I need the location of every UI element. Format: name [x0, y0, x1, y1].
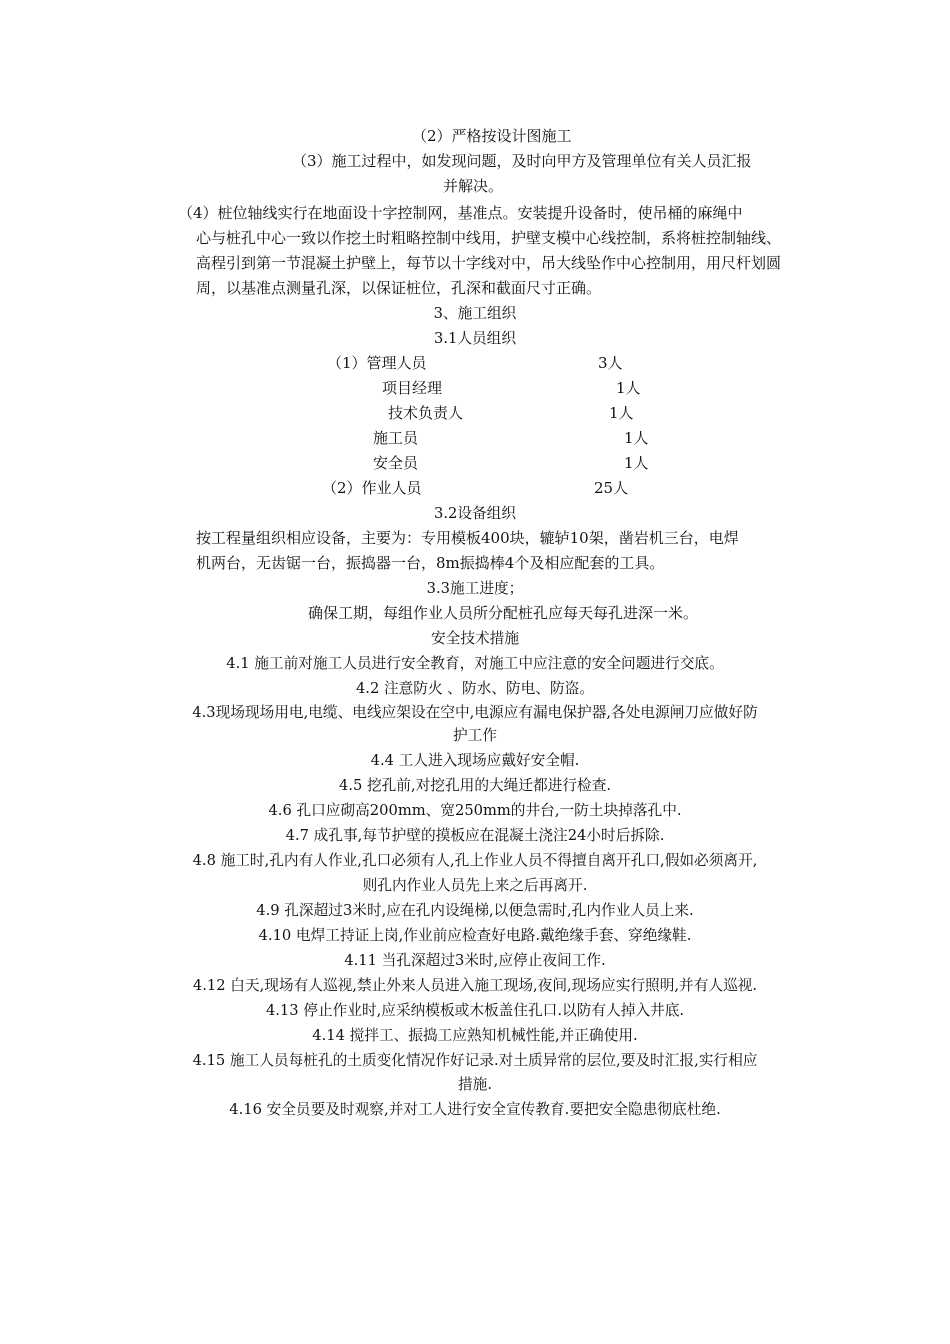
safety-item: 4.4 工人进入现场应戴好安全帽. [370, 752, 580, 769]
item-2-text: （2）严格按设计图施工 [412, 127, 572, 145]
safety-item: 4.14 搅拌工、振捣工应熟知机械性能,并正确使用. [312, 1027, 638, 1044]
safety-item: 4.5 挖孔前,对挖孔用的大绳迁都进行检查. [338, 777, 612, 794]
safety-item: 措施. [457, 1076, 492, 1093]
staff-count: 1人 [616, 379, 641, 397]
safety-item: 4.1 施工前对施工人员进行安全教育，对施工中应注意的安全问题进行交底。 [226, 655, 724, 672]
safety-item: 4.11 当孔深超过3米时,应停止夜间工作. [344, 952, 606, 969]
staff-name: （1）管理人员 [327, 354, 427, 372]
staff-name: 技术负责人 [388, 404, 464, 422]
section-3-2-title: 3.2设备组织 [433, 505, 517, 522]
equipment-line: 机两台，无齿锯一台，振捣器一台，8m振捣棒4个及相应配套的工具。 [196, 554, 665, 572]
progress-text: 确保工期，每组作业人员所分配桩孔应每天每孔进深一米。 [308, 604, 699, 622]
section-3-1-title: 3.1人员组织 [433, 330, 517, 347]
staff-name: 项目经理 [382, 379, 443, 397]
item-3-text-line2: 并解决。 [443, 177, 504, 195]
staff-count: 3人 [598, 354, 623, 372]
staff-count: 1人 [624, 454, 649, 472]
safety-item: 4.16 安全员要及时观察,并对工人进行安全宣传教育.要把安全隐患彻底杜绝. [229, 1101, 721, 1118]
item-4-line: 心与桩孔中心一致以作挖土时粗略控制中线用，护壁支模中心线控制，系将桩控制轴线、 [196, 229, 782, 247]
safety-item: 4.2 注意防火 、防水、防电、防盗。 [355, 680, 595, 697]
safety-item: 4.13 停止作业时,应采纳模板或木板盖住孔口.以防有人掉入井底. [265, 1002, 685, 1019]
staff-count: 1人 [609, 404, 634, 422]
safety-item: 4.7 成孔事,每节护壁的摸板应在混凝土浇注24小时后拆除. [285, 827, 665, 844]
section-3-title: 3、施工组织 [433, 305, 517, 322]
safety-item: 4.9 孔深超过3米时,应在孔内设绳梯,以便急需时,孔内作业人员上来. [256, 902, 694, 919]
item-4-line: （4）桩位轴线实行在地面设十字控制网，基准点。安装提升设备时，使吊桶的麻绳中 [178, 204, 743, 222]
safety-item: 4.12 白天,现场有人巡视,禁止外来人员进入施工现场,夜间,现场应实行照明,并有人巡视. [192, 977, 758, 994]
safety-item: 4.3现场现场用电,电缆、电线应架设在空中,电源应有漏电保护器,各处电源闸刀应做好防 [192, 704, 758, 721]
item-4-line: 周，以基准点测量孔深，以保证桩位，孔深和截面尺寸正确。 [196, 279, 602, 297]
safety-item: 4.6 孔口应砌高200mm、宽250mm的井台,一防土块掉落孔中. [268, 802, 682, 819]
section-4-title: 安全技术措施 [430, 630, 520, 647]
safety-item: 则孔内作业人员先上来之后再离开. [362, 877, 588, 894]
staff-name: （2）作业人员 [322, 479, 422, 497]
safety-item: 护工作 [452, 727, 497, 744]
item-4-line: 高程引到第一节混凝土护壁上，每节以十字线对中，吊大线坠作中心控制用，用尺杆划圆 [196, 254, 782, 272]
staff-count: 25人 [594, 479, 629, 497]
item-3-text-line1: （3）施工过程中，如发现问题，及时向甲方及管理单位有关人员汇报 [292, 152, 752, 170]
section-3-3-title: 3.3施工进度； [426, 580, 524, 597]
safety-item: 4.10 电焊工持证上岗,作业前应检查好电路.戴绝缘手套、穿绝缘鞋. [258, 927, 692, 944]
equipment-line: 按工程量组织相应设备，主要为：专用模板400块，辘轳10架，凿岩机三台，电焊 [196, 529, 739, 547]
safety-item: 4.15 施工人员每桩孔的土质变化情况作好记录.对土质异常的层位,要及时汇报,实行相应 [192, 1052, 758, 1069]
staff-name: 安全员 [373, 454, 419, 472]
staff-count: 1人 [624, 429, 649, 447]
safety-item: 4.8 施工时,孔内有人作业,孔口必须有人,孔上作业人员不得擅自离开孔口,假如必须离开, [192, 852, 758, 869]
staff-name: 施工员 [373, 429, 419, 447]
